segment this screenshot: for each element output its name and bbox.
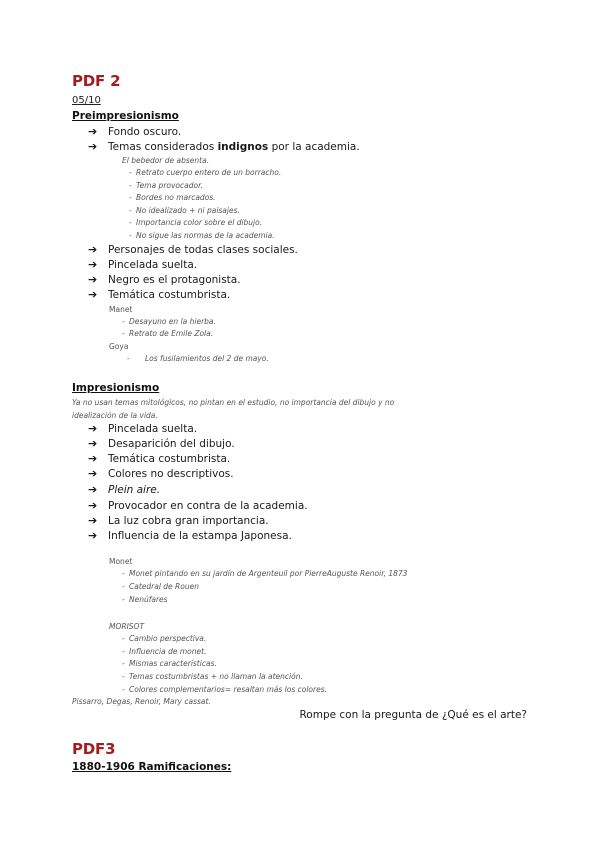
pdf3-heading: 1880-1906 Ramificaciones: <box>72 761 232 773</box>
bullet-item: ➔ La luz cobra gran importancia. <box>88 514 269 527</box>
bullet-item: ➔ Temática costumbrista. <box>88 452 231 465</box>
bullet-item: ➔ Desaparición del dibujo. <box>88 437 235 450</box>
example-item: - Tema provocador. <box>129 181 203 190</box>
artist-label-monet: Monet <box>109 557 133 566</box>
pdf3-title: PDF3 <box>72 740 116 758</box>
arrow-right-icon: ➔ <box>88 243 98 256</box>
artist-work: - Monet pintando en su jardín de Argenteuil por PierreAuguste Renoir, 1873 <box>122 569 408 578</box>
artist-work: - Catedral de Rouen <box>122 582 199 591</box>
artist-label-morisot: MORISOT <box>109 622 145 631</box>
arrow-right-icon: ➔ <box>88 437 98 450</box>
example-item: - No idealizado + ni paisajes. <box>129 206 240 215</box>
artist-work: - Desayuno en la hierba. <box>122 317 216 326</box>
artist-work: - Nenúfares <box>122 595 168 604</box>
arrow-right-icon: ➔ <box>88 422 98 435</box>
artist-label-goya: Goya <box>109 342 129 351</box>
bullet-item <box>88 125 181 138</box>
impresionismo-heading: Impresionismo <box>72 382 160 394</box>
artist-trait: - Temas costumbristas + no llaman la atención. <box>122 672 303 681</box>
arrow-right-icon: ➔ <box>88 288 98 301</box>
arrow-right-icon: ➔ <box>88 499 98 512</box>
arrow-right-icon: ➔ <box>88 483 98 496</box>
bullet-item: ➔ Provocador en contra de la academia. <box>88 499 308 512</box>
pdf2-date: 05/10 <box>72 95 101 106</box>
pdf2-title: PDF 2 <box>72 72 121 90</box>
artist-label-manet: Manet <box>109 305 133 314</box>
bullet-item: ➔ Influencia de la estampa Japonesa. <box>88 529 292 542</box>
bullet-item: ➔ Personajes de todas clases sociales. <box>88 243 298 256</box>
bullet-item: ➔ Temática costumbrista. <box>88 288 231 301</box>
example-item: - No sigue las normas de la academia. <box>129 231 275 240</box>
preimpresionismo-heading: Preimpresionismo <box>72 110 179 122</box>
arrow-right-icon: ➔ <box>88 467 98 480</box>
question-note: Rompe con la pregunta de ¿Qué es el arte? <box>299 709 527 721</box>
bullet-item <box>88 140 360 153</box>
arrow-right-icon: ➔ <box>88 273 98 286</box>
impresionismo-intro: Ya no usan temas mitológicos, no pintan en el estudio, no importancia del dibujo y no idealización de la vida. <box>72 398 395 420</box>
bullet-text-post: por la academia. <box>268 141 360 153</box>
example-item: - Retrato cuerpo entero de un borracho. <box>129 168 282 177</box>
bullet-text-pre: Temas considerados <box>108 141 218 153</box>
arrow-right-icon: ➔ <box>88 529 98 542</box>
bullet-item: ➔ Colores no descriptivos. <box>88 467 234 480</box>
artist-trait: - Colores complementarios= resaltan más los colores. <box>122 685 327 694</box>
bullet-item: ➔ Plein aire. <box>88 483 161 496</box>
example-title: El bebedor de absenta. <box>122 156 210 165</box>
arrow-right-icon: ➔ <box>88 125 98 138</box>
bullet-item: ➔ Negro es el protagonista. <box>88 273 241 286</box>
arrow-right-icon: ➔ <box>88 514 98 527</box>
bullet-text-bold: indignos <box>217 141 269 153</box>
arrow-right-icon: ➔ <box>88 140 98 153</box>
other-artists: Pissarro, Degas, Renoir, Mary cassat. <box>72 697 211 706</box>
artist-trait: - Cambio perspectiva. <box>122 634 207 643</box>
bullet-item: ➔ Pincelada suelta. <box>88 258 198 271</box>
artist-trait: - Mismas características. <box>122 659 217 668</box>
bullet-item: ➔ Pincelada suelta. <box>88 422 198 435</box>
artist-work: - Los fusilamientos del 2 de mayo. <box>127 354 269 363</box>
artist-work: - Retrato de Emile Zola. <box>122 329 214 338</box>
artist-trait: - Influencia de monet. <box>122 647 207 656</box>
example-item: - Bordes no marcados. <box>129 193 216 202</box>
example-item: - Importancia color sobre el dibujo. <box>129 218 263 227</box>
arrow-right-icon: ➔ <box>88 258 98 271</box>
arrow-right-icon: ➔ <box>88 452 98 465</box>
bullet-text: Fondo oscuro. <box>108 126 182 138</box>
